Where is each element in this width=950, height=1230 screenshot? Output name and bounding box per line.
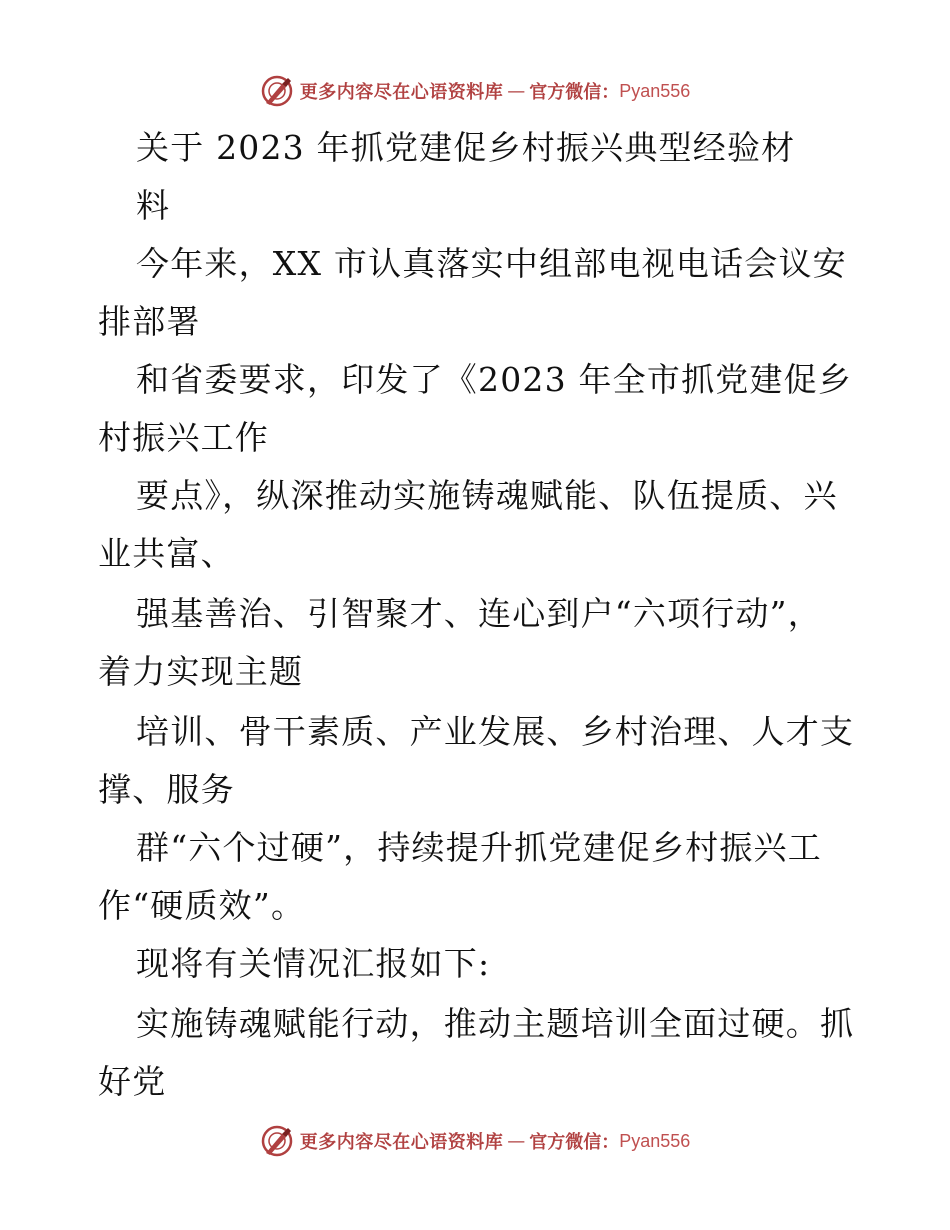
paragraph-line: 强基善治、引智聚才、连心到户“六项行动”， xyxy=(136,594,822,633)
wechat-label: 官方微信： xyxy=(529,82,620,103)
wechat-id: Pyan556 xyxy=(619,1130,691,1151)
header-banner xyxy=(0,71,950,111)
pen-circle-logo-icon xyxy=(260,1124,294,1158)
title-line-2: 料 xyxy=(136,186,171,225)
paragraph-line: 培训、骨干素质、产业发展、乡村治理、人才支 xyxy=(136,712,855,751)
paragraph-line: 排部署 xyxy=(98,302,201,341)
paragraph-line: 业共富、 xyxy=(98,534,235,573)
banner-dash: — xyxy=(507,80,526,102)
paragraph-line: 要点》，纵深推动实施铸魂赋能、队伍提质、兴 xyxy=(136,476,838,515)
title-line-1: 关于 2023 年抓党建促乡村振兴典型经验材 xyxy=(136,128,796,167)
paragraph-line: 和省委要求，印发了《2023 年全市抓党建促乡 xyxy=(136,360,853,399)
paragraph-line: 现将有关情况汇报如下: xyxy=(136,944,491,983)
paragraph-line: 村振兴工作 xyxy=(98,418,269,457)
wechat-label: 官方微信： xyxy=(529,1132,620,1153)
wechat-id: Pyan556 xyxy=(619,80,691,101)
paragraph-line: 作“硬质效”。 xyxy=(98,886,306,925)
footer-banner xyxy=(0,1121,950,1161)
brand-text: 更多内容尽在心语资料库 xyxy=(299,1132,504,1153)
paragraph-line: 撑、服务 xyxy=(98,770,235,809)
banner-dash: — xyxy=(507,1130,526,1152)
paragraph-line: 着力实现主题 xyxy=(98,652,304,691)
brand-text: 更多内容尽在心语资料库 xyxy=(299,82,504,103)
paragraph-line: 群“六个过硬”，持续提升抓党建促乡村振兴工 xyxy=(136,828,822,867)
paragraph-line: 今年来，XX 市认真落实中组部电视电话会议安 xyxy=(136,244,847,283)
pen-circle-logo-icon xyxy=(260,74,294,108)
paragraph-line: 实施铸魂赋能行动，推动主题培训全面过硬。抓 xyxy=(136,1004,855,1043)
paragraph-line: 好党 xyxy=(98,1062,167,1101)
